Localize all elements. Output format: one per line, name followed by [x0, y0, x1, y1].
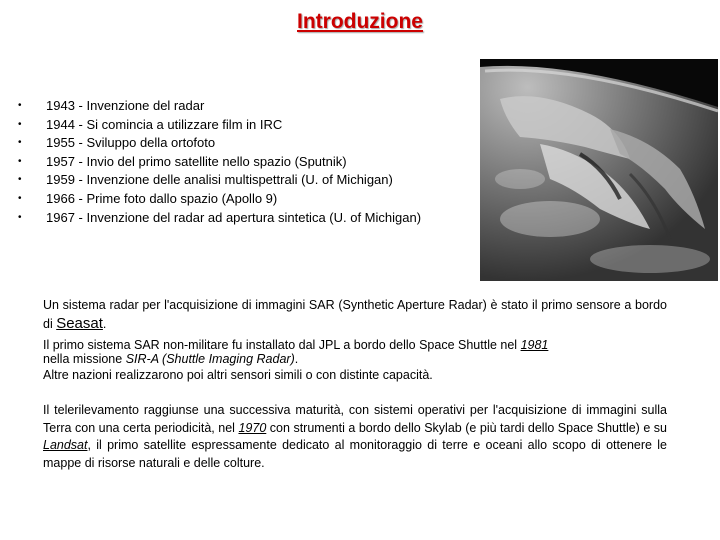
- bullet-icon: •: [18, 211, 22, 223]
- page-title: Introduzione: [297, 10, 423, 33]
- bullet-icon: •: [18, 155, 22, 167]
- year-1981-link[interactable]: 1981: [520, 338, 549, 352]
- sar-first-paragraph: Il primo sistema SAR non-militare fu installato dal JPL a bordo dello Space Shuttle nel 1981: [43, 338, 549, 352]
- list-item: • 1967 - Invenzione del radar ad apertura sintetica (U. of Michigan): [18, 209, 421, 228]
- mission-name: SIR-A (Shuttle Imaging Radar): [125, 352, 295, 366]
- seasat-paragraph: Un sistema radar per l'acquisizione di immagini SAR (Synthetic Aperture Radar) è stato il primo sensore a bordo di Seasat.: [43, 298, 667, 332]
- earth-from-space-photo: [480, 59, 718, 281]
- landsat-link[interactable]: Landsat: [43, 438, 88, 452]
- bullet-icon: •: [18, 174, 22, 186]
- maturity-paragraph: Il telerilevamento raggiunse una successiva maturità, con sistemi operativi per l'acquisizione di immagini sulla Terra con una certa periodicità, nel 1970 con strumenti a bordo dello Skylab (e più tardi dello Space Shuttle) e su Landsat, il primo satellite espressamente dedicato al monitoraggio di terre e oceani allo scopo di ottenere le mappe di risorse naturali e delle colture.: [43, 403, 667, 470]
- bullet-icon: •: [18, 118, 22, 130]
- seasat-link[interactable]: Seasat: [56, 314, 103, 332]
- bullet-icon: •: [18, 137, 22, 149]
- list-item: • 1966 - Prime foto dallo spazio (Apollo 9): [18, 190, 421, 209]
- list-item: • 1955 - Sviluppo della ortofoto: [18, 134, 421, 153]
- list-item: • 1944 - Si comincia a utilizzare film in IRC: [18, 116, 421, 135]
- timeline-list: [18, 97, 421, 227]
- sir-a-paragraph: nella missione SIR-A (Shuttle Imaging Radar).: [43, 352, 299, 366]
- list-item: • 1943 - Invenzione del radar: [18, 97, 421, 116]
- year-1970-link[interactable]: 1970: [238, 420, 267, 435]
- bullet-icon: •: [18, 192, 22, 204]
- bullet-icon: •: [18, 100, 22, 111]
- other-nations-paragraph: Altre nazioni realizzarono poi altri sensori simili o con distinte capacità.: [43, 368, 433, 382]
- list-item: • 1957 - Invio del primo satellite nello spazio (Sputnik): [18, 153, 421, 172]
- list-item: • 1959 - Invenzione delle analisi multispettrali (U. of Michigan): [18, 171, 421, 190]
- earth-photo-icon: [480, 59, 718, 281]
